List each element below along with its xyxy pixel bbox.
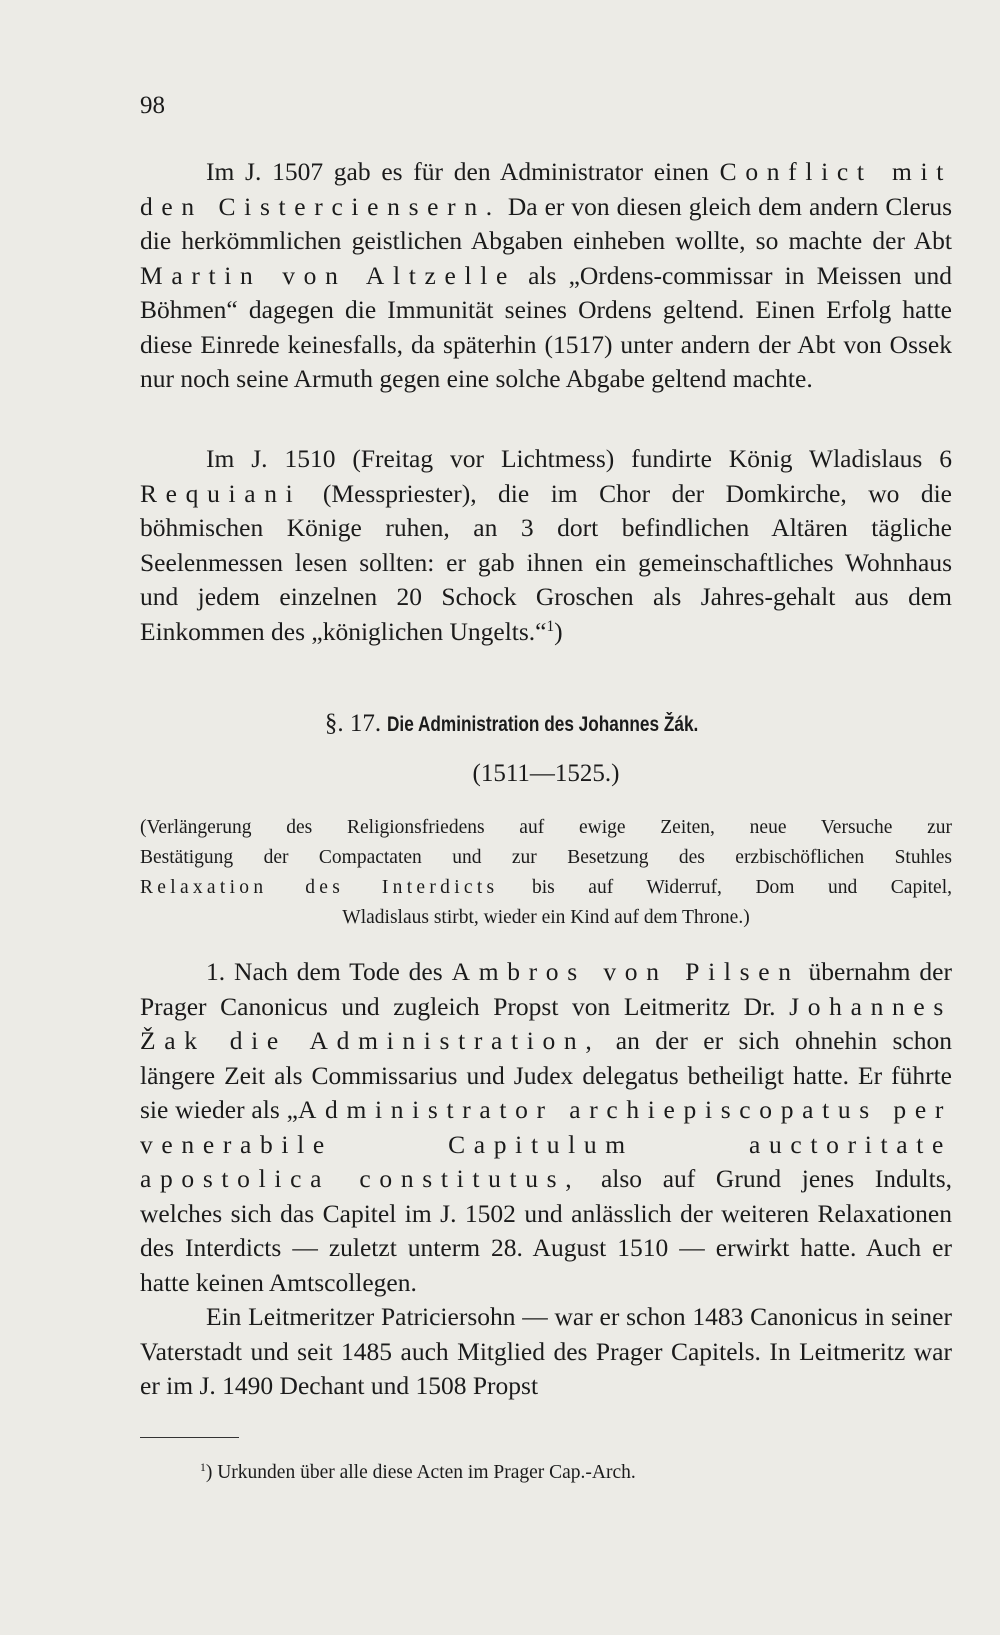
section-summary [140,813,952,933]
spaced-emphasis: Relaxation des Interdicts [140,877,499,898]
section-number: §. 17. [324,710,382,737]
spaced-emphasis: Administrator archiepiscopatus per venerabile Capitulum auctoritate apostolica constitutus, [140,1095,952,1193]
spaced-emphasis: Conflict mit den Cisterciensern. [140,157,952,221]
summary-line: Relaxation des Interdicts bis auf Widerruf, Dom und Capitel, [140,877,952,898]
spaced-emphasis: Johannes Žak die Administration, [140,991,952,1055]
spaced-emphasis: Martin von Altzelle [140,260,516,290]
section-years: (1511—1525.) [472,760,620,787]
footnote-divider [140,1437,239,1438]
section-title: Die Administration des Johannes Žák. [387,713,699,736]
footnote-ref: 1 [546,617,555,635]
spaced-emphasis: Ambros von Pilsen [451,957,800,986]
footnote-mark: 1 [200,1460,206,1474]
paragraph-biography: Ein Leitmeritzer Patriciersohn — war er schon 1483 Canonicus in seiner Vaterstadt und seit 1485 auch Mitglied des Prager Capitels. In Leitmeritz war er im J. 1490 Dechant und 1508 Propst [140,1302,952,1400]
spaced-emphasis: Requiani [140,478,302,508]
body-text-requiani [140,442,952,649]
body-text-top [140,155,952,397]
paragraph-requiani: Im J. 1510 (Freitag vor Lichtmess) fundirte König Wladislaus 6 Requiani (Messpriester), die im Chor der Domkirche, wo die böhmischen Könige ruhen, an 3 dort befindlichen Altären tägliche Seelenmessen lesen sollten: er gab ihnen ein gemeinschaftliches Wohnhaus und jedem einzelnen 20 Schock Groschen als Jahres-gehalt aus dem Einkommen des „königlichen Ungelts.“$^1$) [140,444,952,646]
paragraph-administration: 1. Nach dem Tode des Ambros von Pilsen übernahm der Prager Canonicus und zugleich Propst von Leitmeritz Dr. Johannes Žak die Administration, an der er sich ohnehin schon längere Zeit als Commissarius und Judex delegatus betheiligt hatte. Er führte sie wieder als „Administrator archiepiscopatus per venerabile Capitulum auctoritate apostolica constitutus, also auf Grund jenes Indults, welches sich das Capitel im J. 1502 und anlässlich der weiteren Relaxationen des Interdicts — zuletzt unterm 28. August 1510 — erwirkt hatte. Auch er hatte keinen Amtscollegen. [140,957,952,1297]
footnote-text: ) Urkunden über alle diese Acten im Prager Cap.-Arch. [205,1462,636,1483]
paragraph-conflict-cistercians: Im J. 1507 gab es für den Administrator einen Conflict mit den Cisterciensern. Da er von diesen gleich dem andern Clerus die herkömmlichen geistlichen Abgaben einheben wollte, so machte der Abt Martin von Altzelle als „Ordens-commissar in Meissen und Böhmen“ dagegen die Immunität seines Ordens geltend. Einen Erfolg hatte diese Einrede keinesfalls, da späterhin (1517) unter andern der Abt von Ossek nur noch seine Armuth gegen eine solche Abgabe geltend machte. [140,157,953,393]
summary-line: (Verlängerung des Religionsfriedens auf ewige Zeiten, neue Versuche zur [140,817,952,838]
section-heading [140,707,952,742]
page-number: 98 [140,92,165,119]
summary-line: Bestätigung der Compactaten und zur Besetzung des erzbischöflichen Stuhles [140,847,952,868]
summary-line: Wladislaus stirbt, wieder ein Kind auf dem Throne.) [342,907,750,928]
body-text-bottom [140,955,952,1404]
footnote [200,1460,636,1486]
